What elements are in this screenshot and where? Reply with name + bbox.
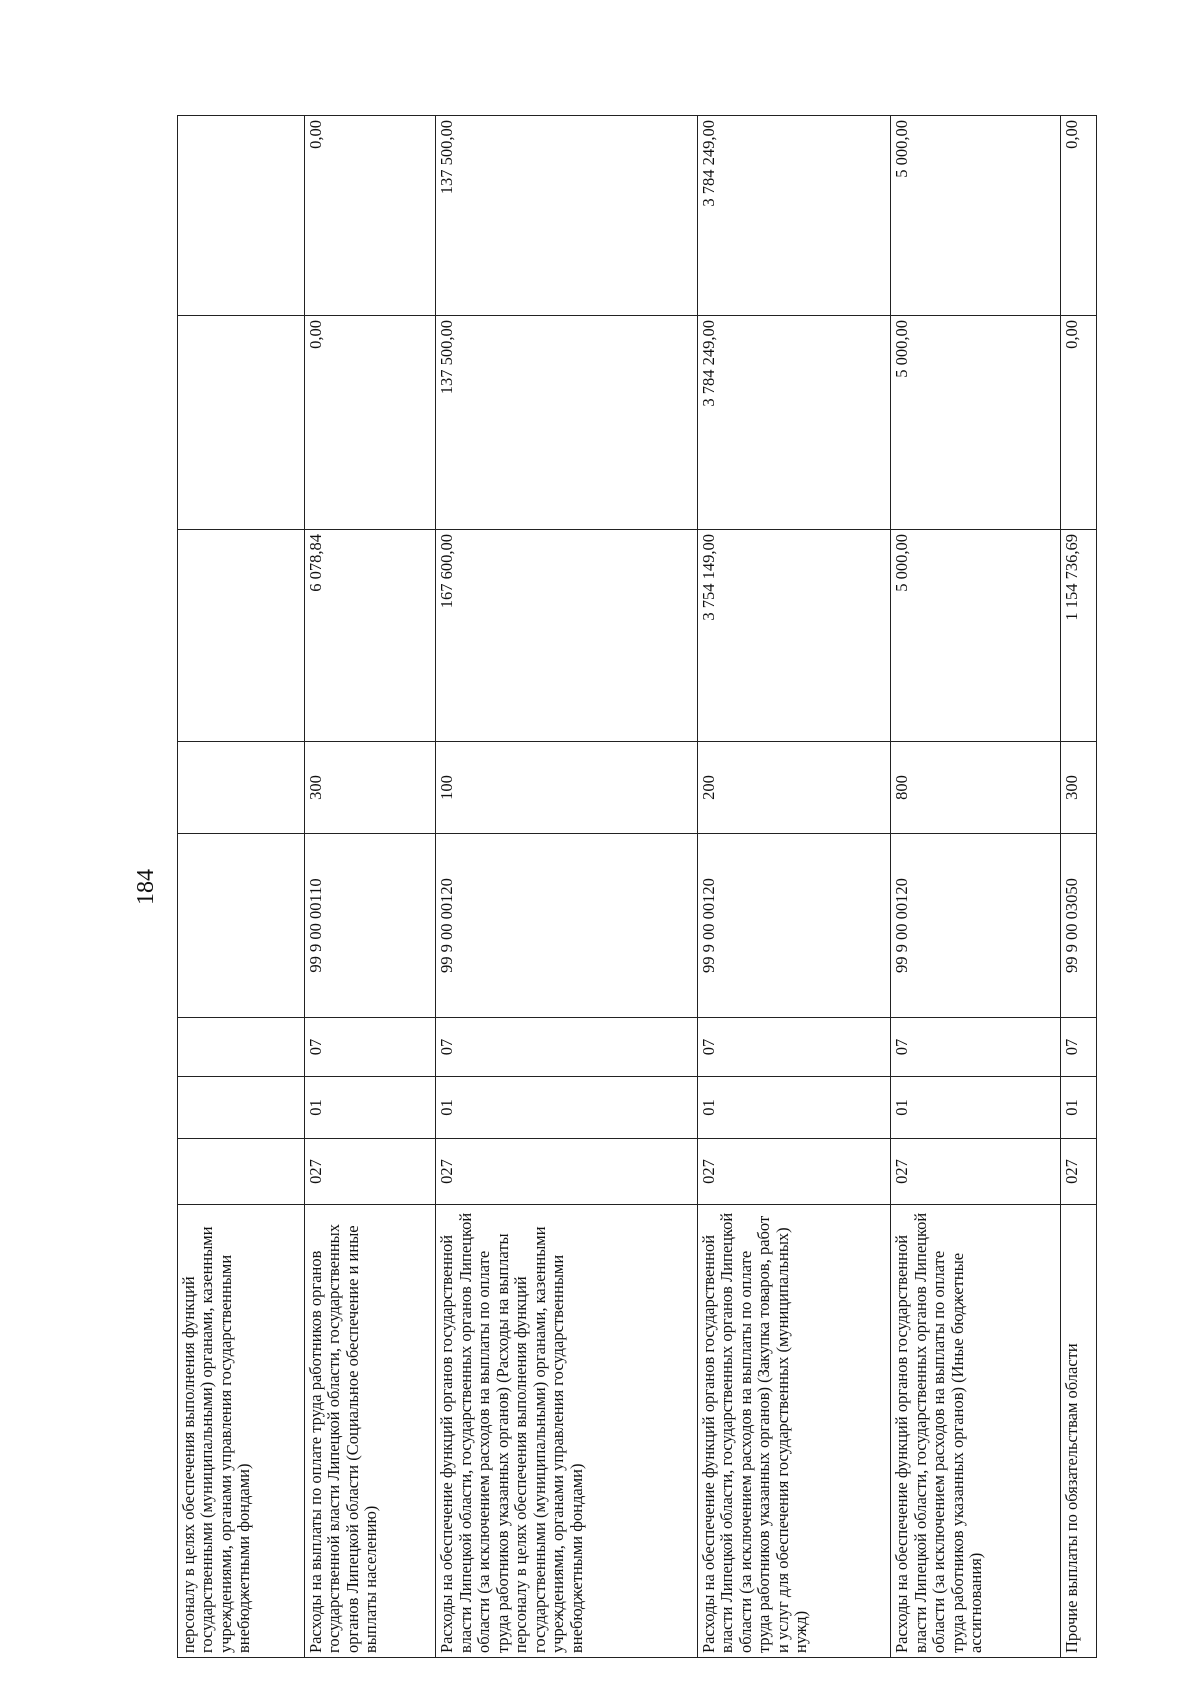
table-row: [304, 116, 436, 1658]
expense-name: Прочие выплаты по обязательствам области: [1060, 1205, 1096, 1658]
amount-year-2: 137 500,00: [436, 316, 697, 530]
subsection-code: [178, 1018, 305, 1077]
amount-year-3: 0,00: [304, 116, 436, 316]
amount-year-1: 1 154 736,69: [1060, 530, 1096, 742]
amount-year-2: [178, 316, 305, 530]
expense-name: Расходы на обеспечение функций органов государственной власти Липецкой области, государственных органов Липецкой области (за исключением расходов на выплаты по оплате труда работников указанных органов) (Закупка товаров, работ и услуг для обеспечения государственных (муниципальных) нужд): [697, 1205, 890, 1658]
subsection-code: 07: [304, 1018, 436, 1077]
amount-year-2: 3 784 249,00: [697, 316, 890, 530]
amount-year-3: 5 000,00: [891, 116, 1061, 316]
target-article-code: 99 9 00 00120: [697, 834, 890, 1018]
expense-type-code: 100: [436, 742, 697, 834]
grbs-code: 027: [304, 1139, 436, 1205]
target-article-code: 99 9 00 03050: [1060, 834, 1096, 1018]
expense-type-code: 300: [304, 742, 436, 834]
section-code: 01: [1060, 1077, 1096, 1139]
subsection-code: 07: [697, 1018, 890, 1077]
amount-year-1: 3 754 149,00: [697, 530, 890, 742]
expense-type-code: 200: [697, 742, 890, 834]
grbs-code: 027: [1060, 1139, 1096, 1205]
expense-type-code: 800: [891, 742, 1061, 834]
amount-year-1: 167 600,00: [436, 530, 697, 742]
amount-year-1: 6 078,84: [304, 530, 436, 742]
subsection-code: 07: [1060, 1018, 1096, 1077]
budget-table: [177, 115, 1097, 1658]
grbs-code: 027: [697, 1139, 890, 1205]
subsection-code: 07: [891, 1018, 1061, 1077]
grbs-code: 027: [436, 1139, 697, 1205]
amount-year-2: 5 000,00: [891, 316, 1061, 530]
target-article-code: 99 9 00 00120: [436, 834, 697, 1018]
grbs-code: [178, 1139, 305, 1205]
expense-name: персоналу в целях обеспечения выполнения функций государственными (муниципальными) органами, казенными учреждениями, органами управления государственными внебюджетными фондами): [178, 1205, 305, 1658]
rotated-page: [115, 116, 1110, 1658]
expense-type-code: 300: [1060, 742, 1096, 834]
amount-year-3: [178, 116, 305, 316]
table-row: [178, 116, 305, 1658]
subsection-code: 07: [436, 1018, 697, 1077]
target-article-code: 99 9 00 00110: [304, 834, 436, 1018]
amount-year-2: 0,00: [304, 316, 436, 530]
expense-name: Расходы на обеспечение функций органов государственной власти Липецкой области, государственных органов Липецкой области (за исключением расходов на выплаты по оплате труда работников указанных органов) (Иные бюджетные ассигнования): [891, 1205, 1061, 1658]
section-code: 01: [436, 1077, 697, 1139]
amount-year-1: 5 000,00: [891, 530, 1061, 742]
table-row: [1060, 116, 1096, 1658]
table-row: [891, 116, 1061, 1658]
expense-name: Расходы на выплаты по оплате труда работников органов государственной власти Липецкой области, государственных органов Липецкой области (Социальное обеспечение и иные выплаты населению): [304, 1205, 436, 1658]
amount-year-2: 0,00: [1060, 316, 1096, 530]
target-article-code: [178, 834, 305, 1018]
grbs-code: 027: [891, 1139, 1061, 1205]
target-article-code: 99 9 00 00120: [891, 834, 1061, 1018]
page-number: 184: [133, 869, 159, 905]
amount-year-3: 0,00: [1060, 116, 1096, 316]
expense-type-code: [178, 742, 305, 834]
section-code: 01: [304, 1077, 436, 1139]
section-code: 01: [891, 1077, 1061, 1139]
table-row: [697, 116, 890, 1658]
section-code: 01: [697, 1077, 890, 1139]
expense-name: Расходы на обеспечение функций органов государственной власти Липецкой области, государственных органов Липецкой области (за исключением расходов на выплаты по оплате труда работников указанных органов) (Расходы на выплаты персоналу в целях обеспечения выполнения функций государственными (муниципальными) органами, казенными учреждениями, органами управления государственными внебюджетными фондами): [436, 1205, 697, 1658]
table-row: [436, 116, 697, 1658]
amount-year-3: 3 784 249,00: [697, 116, 890, 316]
amount-year-3: 137 500,00: [436, 116, 697, 316]
amount-year-1: [178, 530, 305, 742]
section-code: [178, 1077, 305, 1139]
